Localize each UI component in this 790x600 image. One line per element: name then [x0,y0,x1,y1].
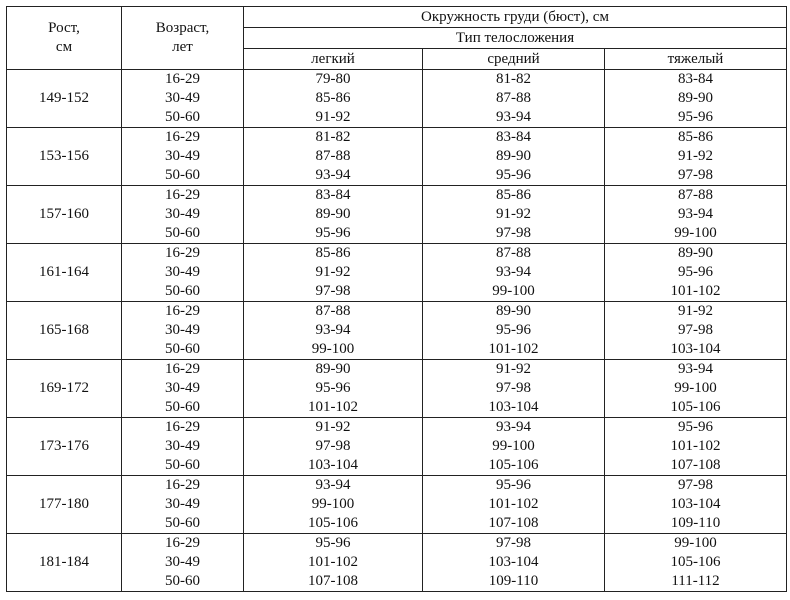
chest-size-value: 99-100 [492,283,535,299]
chest-size-value: 91-92 [496,361,531,377]
chest-heavy-cell [605,418,787,476]
age-range: 30-49 [165,90,200,106]
age-range: 16-29 [165,187,200,203]
chest-heavy-cell [605,128,787,186]
age-range: 16-29 [165,303,200,319]
chest-size-value: 83-84 [496,129,531,145]
chest-size-value: 93-94 [496,109,531,125]
age-ranges-cell [122,534,244,592]
chest-size-value: 87-88 [678,187,713,203]
height-header-unit: см [55,39,73,55]
chest-light-cell [244,128,423,186]
age-ranges-cell [122,244,244,302]
chest-size-value: 95-96 [678,419,713,435]
table-row [7,418,787,476]
chest-size-value: 91-92 [678,148,713,164]
chest-size-value: 101-102 [670,283,721,299]
chest-size-value: 101-102 [488,341,539,357]
chest-size-value: 95-96 [678,109,713,125]
chest-size-value: 109-110 [488,573,539,589]
chest-size-value: 81-82 [496,71,531,87]
chest-size-value: 93-94 [496,419,531,435]
age-ranges-cell [122,302,244,360]
chest-size-value: 91-92 [678,303,713,319]
age-range: 30-49 [165,380,200,396]
chest-heavy-cell [605,70,787,128]
chest-size-value: 99-100 [492,438,535,454]
chest-size-value: 99-100 [674,535,717,551]
body-type-group-header: Тип телосложения [244,28,787,49]
age-range: 30-49 [165,322,200,338]
chest-size-value: 105-106 [488,457,539,473]
chest-size-table [6,6,787,592]
chest-size-value: 97-98 [678,167,713,183]
chest-medium-cell [423,534,605,592]
age-range: 50-60 [165,457,200,473]
age-range: 50-60 [165,573,200,589]
height-range-cell: 161-164 [7,244,122,302]
body-type-heavy-header: тяжелый [605,49,787,70]
age-ranges-cell [122,360,244,418]
chest-medium-cell [423,360,605,418]
chest-size-value: 103-104 [670,496,721,512]
chest-medium-cell [423,244,605,302]
chest-size-value: 107-108 [670,457,721,473]
height-range-cell: 149-152 [7,70,122,128]
table-body [7,70,787,592]
table-row [7,360,787,418]
height-header-line: Рост, [48,20,80,36]
chest-size-value: 93-94 [496,264,531,280]
chest-size-value: 95-96 [315,380,351,396]
chest-size-value: 101-102 [308,554,358,570]
age-range: 50-60 [165,341,200,357]
age-ranges-cell [122,128,244,186]
height-range-cell: 173-176 [7,418,122,476]
chest-size-value: 97-98 [496,535,531,551]
chest-light-cell [244,476,423,534]
chest-size-value: 89-90 [678,245,713,261]
age-ranges-cell [122,418,244,476]
chest-light-cell [244,360,423,418]
chest-size-value: 93-94 [315,167,351,183]
age-range: 50-60 [165,283,200,299]
body-type-medium-header: средний [423,49,605,70]
chest-size-value: 91-92 [315,264,351,280]
age-range: 50-60 [165,109,200,125]
chest-size-value: 105-106 [670,554,721,570]
table-row [7,476,787,534]
chest-size-value: 97-98 [678,477,713,493]
table-row [7,128,787,186]
chest-size-value: 83-84 [678,71,713,87]
age-range: 30-49 [165,148,200,164]
age-range: 16-29 [165,71,200,87]
chest-size-value: 85-86 [496,187,531,203]
chest-size-value: 95-96 [496,167,531,183]
table-header [7,7,787,70]
chest-size-value: 99-100 [311,496,355,512]
age-ranges-cell [122,476,244,534]
chest-size-value: 87-88 [496,90,531,106]
age-range: 16-29 [165,477,200,493]
chest-size-value: 103-104 [308,457,358,473]
chest-light-cell [244,70,423,128]
chest-size-value: 107-108 [308,573,358,589]
chest-size-value: 85-86 [678,129,713,145]
chest-size-value: 91-92 [315,109,351,125]
height-range-cell: 169-172 [7,360,122,418]
table-row [7,70,787,128]
age-range: 30-49 [165,496,200,512]
chest-group-header: Окружность груди (бюст), см [244,7,787,28]
chest-size-value: 103-104 [670,341,721,357]
age-range: 16-29 [165,361,200,377]
chest-size-value: 87-88 [496,245,531,261]
age-range: 16-29 [165,535,200,551]
chest-size-value: 97-98 [315,283,351,299]
chest-size-value: 81-82 [315,129,351,145]
chest-heavy-cell [605,360,787,418]
chest-medium-cell [423,418,605,476]
chest-medium-cell [423,476,605,534]
chest-size-value: 89-90 [678,90,713,106]
table-row [7,244,787,302]
chest-size-value: 105-106 [670,399,721,415]
height-range-cell: 181-184 [7,534,122,592]
chest-medium-cell [423,70,605,128]
chest-size-value: 83-84 [315,187,351,203]
chest-size-value: 95-96 [315,535,351,551]
age-range: 30-49 [165,264,200,280]
chest-size-value: 101-102 [670,438,721,454]
height-range-cell: 157-160 [7,186,122,244]
chest-light-cell [244,534,423,592]
chest-size-value: 97-98 [315,438,351,454]
age-header-unit: лет [172,39,193,55]
chest-heavy-cell [605,244,787,302]
chest-size-value: 111-112 [671,573,720,589]
chest-size-value: 99-100 [311,341,355,357]
height-column-header [7,7,122,70]
chest-light-cell [244,302,423,360]
height-range-cell: 153-156 [7,128,122,186]
chest-size-value: 95-96 [678,264,713,280]
table-row [7,186,787,244]
chest-size-value: 85-86 [315,245,351,261]
chest-size-value: 101-102 [308,399,358,415]
chest-heavy-cell [605,302,787,360]
chest-light-cell [244,418,423,476]
chest-size-value: 93-94 [315,322,351,338]
chest-size-value: 93-94 [678,361,713,377]
chest-medium-cell [423,302,605,360]
age-column-header [122,7,244,70]
chest-size-value: 91-92 [496,206,531,222]
age-range: 50-60 [165,399,200,415]
chest-medium-cell [423,128,605,186]
chest-size-value: 103-104 [488,399,539,415]
chest-size-value: 93-94 [678,206,713,222]
chest-size-value: 89-90 [315,361,351,377]
age-range: 30-49 [165,206,200,222]
height-range-cell: 177-180 [7,476,122,534]
chest-size-value: 87-88 [315,148,351,164]
chest-size-value: 87-88 [315,303,351,319]
chest-size-value: 89-90 [496,303,531,319]
chest-size-value: 95-96 [496,477,531,493]
chest-size-value: 79-80 [315,71,351,87]
chest-light-cell [244,186,423,244]
age-range: 30-49 [165,438,200,454]
age-ranges-cell [122,186,244,244]
chest-size-value: 97-98 [496,380,531,396]
age-range: 50-60 [165,167,200,183]
body-type-light-header: легкий [244,49,423,70]
age-ranges-cell [122,70,244,128]
chest-size-value: 105-106 [308,515,358,531]
chest-size-value: 95-96 [496,322,531,338]
chest-size-value: 99-100 [674,380,717,396]
age-range: 16-29 [165,245,200,261]
age-range: 50-60 [165,515,200,531]
age-range: 50-60 [165,225,200,241]
chest-size-value: 95-96 [315,225,351,241]
chest-size-value: 93-94 [315,477,351,493]
chest-heavy-cell [605,534,787,592]
table-row [7,302,787,360]
chest-light-cell [244,244,423,302]
age-range: 16-29 [165,129,200,145]
chest-heavy-cell [605,476,787,534]
chest-heavy-cell [605,186,787,244]
chest-size-value: 91-92 [315,419,351,435]
chest-size-value: 97-98 [496,225,531,241]
chest-size-value: 89-90 [496,148,531,164]
age-range: 30-49 [165,554,200,570]
chest-size-value: 85-86 [315,90,351,106]
chest-size-value: 97-98 [678,322,713,338]
chest-medium-cell [423,186,605,244]
age-header-line: Возраст, [155,20,210,36]
chest-size-value: 99-100 [674,225,717,241]
chest-size-value: 89-90 [315,206,351,222]
chest-size-value: 103-104 [488,554,539,570]
height-range-cell: 165-168 [7,302,122,360]
age-range: 16-29 [165,419,200,435]
chest-size-value: 109-110 [670,515,721,531]
chest-size-value: 101-102 [488,496,539,512]
table-row [7,534,787,592]
chest-size-value: 107-108 [488,515,539,531]
